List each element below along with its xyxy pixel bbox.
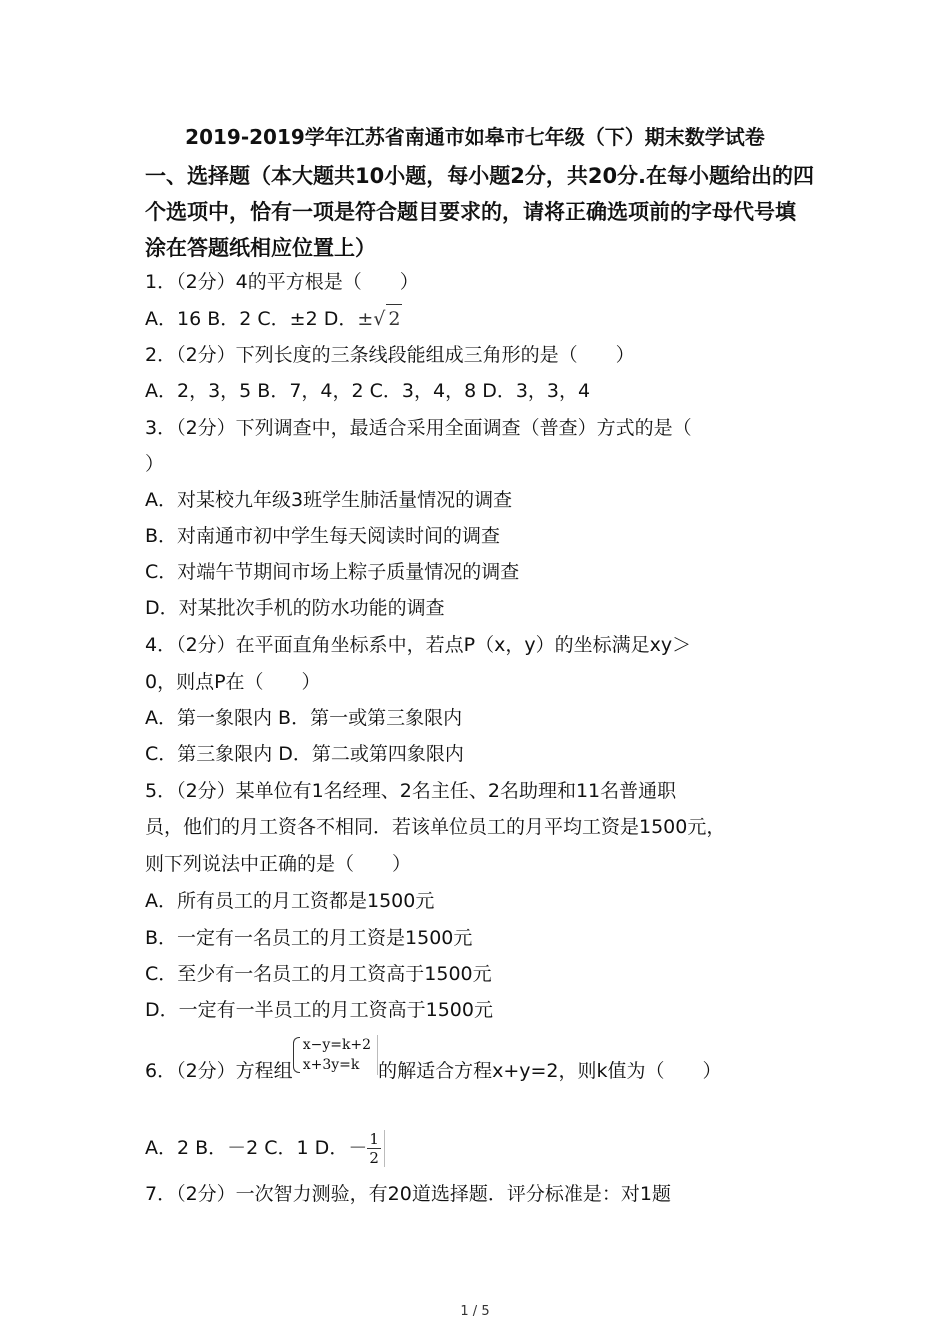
fraction-denominator: 2 <box>369 1149 379 1167</box>
section-heading: 一、选择题（本大题共10小题，每小题2分，共20分.在每小题给出的四个选项中，恰有一项是符合题目要求的，请将正确选项前的字母代号填涂在答题纸相应位置上） <box>145 164 815 260</box>
question-3-stem-line2: ） <box>145 453 165 475</box>
question-3-stem-line1: 3．（2分）下列调查中，最适合采用全面调查（普查）方式的是（ <box>145 417 692 439</box>
question-3-option-c: C．对端午节期间市场上粽子质量情况的调查 <box>145 561 520 583</box>
question-1-options <box>145 304 825 333</box>
question-4-stem-line1: 4．（2分）在平面直角坐标系中，若点P（x，y）的坐标满足xy＞ <box>145 634 692 656</box>
question-2-options: A．2，3，5 B．7，4，2 C．3，4，8 D．3，3，4 <box>145 380 591 402</box>
equation-system <box>293 1035 378 1075</box>
question-6-stem-suffix: 的解适合方程x+y=2，则k值为（ ） <box>378 1060 722 1082</box>
question-6-stem-prefix: 6．（2分）方程组 <box>145 1060 293 1082</box>
page-number: 1 / 5 <box>460 1304 490 1319</box>
fraction <box>367 1130 385 1167</box>
question-5-stem-line3: 则下列说法中正确的是（ ） <box>145 853 412 875</box>
question-7-stem: 7．（2分）一次智力测验，有20道选择题．评分标准是：对1题 <box>145 1183 671 1205</box>
question-1-stem: 1．（2分）4的平方根是（ ） <box>145 271 419 293</box>
question-5-option-d: D．一定有一半员工的月工资高于1500元 <box>145 999 493 1021</box>
question-5-stem-line2: 员，他们的月工资各不相同．若该单位员工的月平均工资是1500元， <box>145 816 726 838</box>
exam-title: 2019-2019学年江苏省南通市如皋市七年级（下）期末数学试卷 <box>185 125 765 149</box>
brace-icon <box>293 1037 300 1073</box>
question-4-options-cd: C．第三象限内 D．第二或第四象限内 <box>145 743 464 765</box>
equation-2: x+3y=k <box>302 1056 360 1073</box>
question-5-stem-line1: 5．（2分）某单位有1名经理、2名主任、2名助理和11名普通职 <box>145 780 677 802</box>
question-4-stem-line2: 0，则点P在（ ） <box>145 671 321 693</box>
question-5-option-b: B．一定有一名员工的月工资是1500元 <box>145 927 473 949</box>
question-5-option-a: A．所有员工的月工资都是1500元 <box>145 890 435 912</box>
question-3-option-d: D．对某批次手机的防水功能的调查 <box>145 597 445 619</box>
question-6-stem <box>145 1036 825 1085</box>
question-5-option-c: C．至少有一名员工的月工资高于1500元 <box>145 963 492 985</box>
equation-1: x−y=k+2 <box>302 1036 372 1053</box>
sqrt-expression: ±√ 2 <box>357 308 402 330</box>
question-3-option-b: B．对南通市初中学生每天阅读时间的调查 <box>145 525 501 547</box>
question-3-option-a: A．对某校九年级3班学生肺活量情况的调查 <box>145 489 513 511</box>
question-6-options <box>145 1130 825 1167</box>
question-4-options-ab: A．第一象限内 B．第一或第三象限内 <box>145 707 463 729</box>
sqrt-radicand: 2 <box>386 304 402 333</box>
question-6-options-text: A．2 B．－2 C．1 D．－ <box>145 1137 368 1159</box>
question-2-stem: 2．（2分）下列长度的三条线段能组成三角形的是（ ） <box>145 344 635 366</box>
fraction-numerator: 1 <box>369 1130 379 1148</box>
question-1-options-text: A．16 B．2 C．±2 D． <box>145 308 358 330</box>
